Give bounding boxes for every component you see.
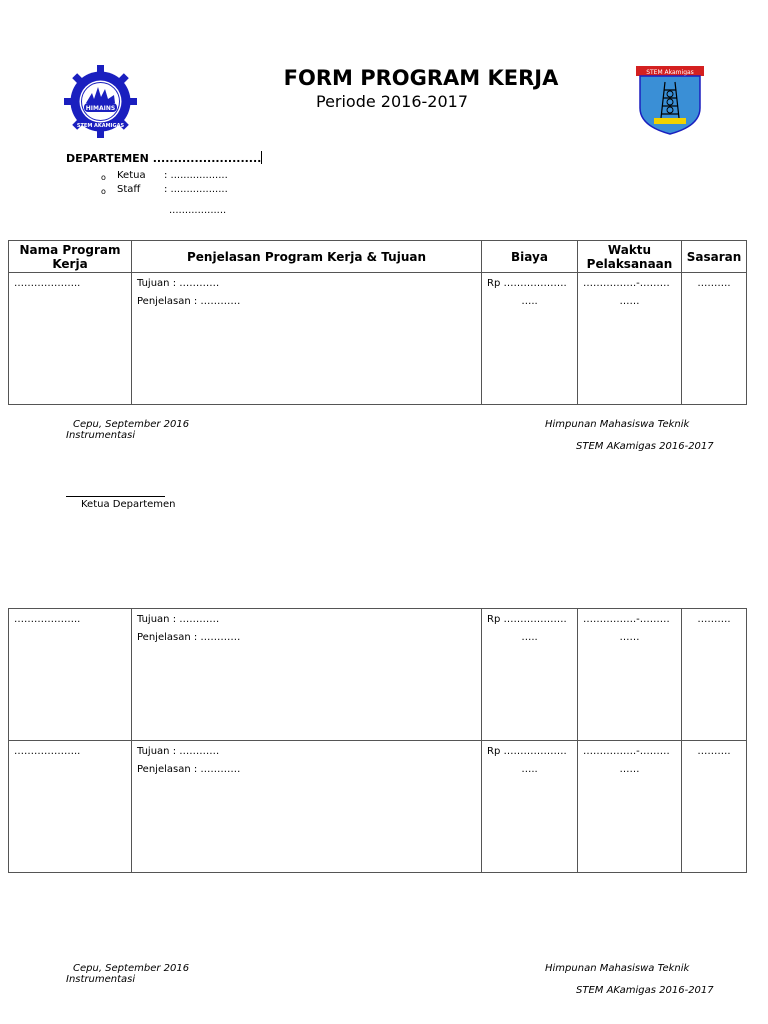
cell-waktu-cont: …… [619,764,640,775]
cell-biaya[interactable]: Rp ………………. [487,278,567,289]
cell-waktu[interactable]: …………….-……… [583,746,670,757]
cell-waktu-cont: …… [619,296,640,307]
cell-tujuan[interactable]: Tujuan : ………… [137,614,220,625]
himains-logo-text: HIMAINS [85,105,116,112]
cell-biaya-cont: ….. [521,296,538,307]
footer-org-right-2-2: STEM AKamigas 2016-2017 [576,985,714,996]
header-sasaran: Sasaran [682,241,747,273]
table-row [9,273,747,405]
cell-waktu-cont: …… [619,632,640,643]
text-cursor [261,151,262,164]
cell-biaya[interactable]: Rp ………………. [487,746,567,757]
cell-sasaran[interactable]: ………. [697,614,731,625]
ketua-label: Ketua [117,170,146,181]
cell-penjelasan[interactable]: Penjelasan : ………… [137,296,241,307]
table-header-row [9,241,747,273]
cell-waktu[interactable]: …………….-……… [583,614,670,625]
signature-title: Ketua Departemen [81,499,176,510]
cell-tujuan[interactable]: Tujuan : ………… [137,746,220,757]
ketua-value: : .................. [164,170,228,181]
cell-biaya[interactable]: Rp ………………. [487,614,567,625]
cell-nama[interactable]: ……………….. [14,746,81,757]
footer-place-date-2: Cepu, September 2016 [73,963,190,974]
table-row [9,609,747,741]
cell-biaya-cont: ….. [521,632,538,643]
program-table-2 [8,608,747,873]
stem-akamigas-shield-logo [636,66,704,135]
department-label: DEPARTEMEN .......................... [66,152,262,165]
page-subtitle: Periode 2016-2017 [315,92,469,111]
footer-org-right-1: Himpunan Mahasiswa Teknik [545,419,690,430]
staff-label: Staff [117,184,141,195]
footer-place-date: Cepu, September 2016 [73,419,190,430]
cell-waktu[interactable]: …………….-……… [583,278,670,289]
footer-org-right-2: STEM AKamigas 2016-2017 [576,441,714,452]
himains-logo-ring-text: STEM AKAMIGAS [76,123,125,129]
cell-tujuan[interactable]: Tujuan : ………… [137,278,220,289]
cell-penjelasan[interactable]: Penjelasan : ………… [137,632,241,643]
staff-value: : .................. [164,184,228,195]
cell-sasaran[interactable]: ………. [697,278,731,289]
footer-org-right-1-2: Himpunan Mahasiswa Teknik [545,963,690,974]
cell-nama[interactable]: ……………….. [14,278,81,289]
footer-org-left-2: Instrumentasi [66,974,136,985]
header-nama-program: Nama Program Kerja [9,241,132,273]
cell-nama[interactable]: ……………….. [14,614,81,625]
bullet-staff: o [101,187,106,196]
cell-biaya-cont: ….. [521,764,538,775]
shield-banner-text: STEM Akamigas [646,69,694,76]
header-penjelasan: Penjelasan Program Kerja & Tujuan [132,241,482,273]
cell-sasaran[interactable]: ………. [697,746,731,757]
bullet-ketua: o [101,173,106,182]
program-table-1 [8,240,747,405]
table-row [9,741,747,873]
header-waktu: Waktu Pelaksanaan [578,241,682,273]
page-title: FORM PROGRAM KERJA [283,66,559,90]
footer-org-left: Instrumentasi [66,430,136,441]
cell-penjelasan[interactable]: Penjelasan : ………… [137,764,241,775]
signature-line [66,496,165,497]
staff-extra-line: .................. [169,205,227,216]
header-biaya: Biaya [482,241,578,273]
